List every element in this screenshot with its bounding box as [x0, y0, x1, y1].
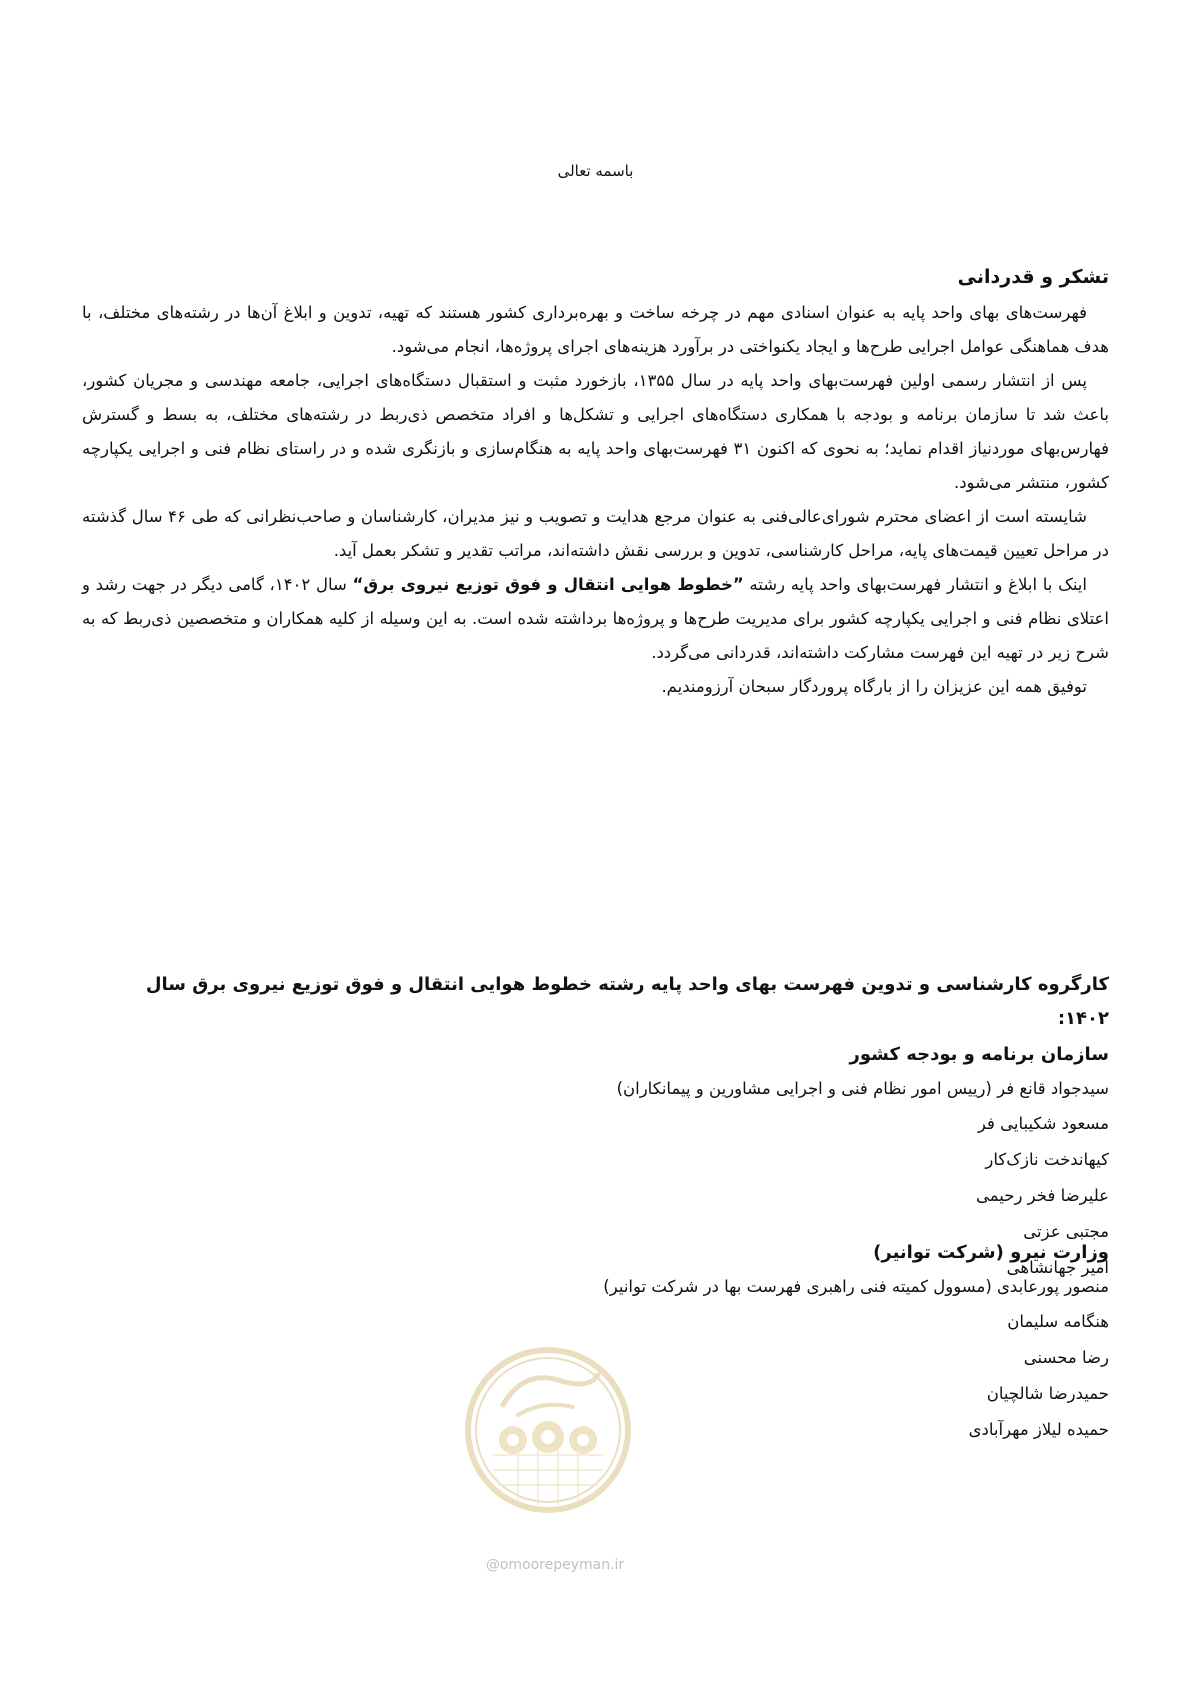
watermark-url: @omoorepeyman.ir [485, 1557, 625, 1573]
member-name: امیر جهانشاهی [1006, 1258, 1109, 1277]
paragraph-2: پس از انتشار رسمی اولین فهرست‌بهای واحد پایه در سال ۱۳۵۵، بازخورد مثبت و استقبال دستگاه‌های اجرایی، جامعه مهندسی و مجریان کشور، باعث شد تا سازمان برنامه و بودجه با همکاری دستگاه‌های اجرایی و تشکل‌ها و افراد متخصص ذی‌ربط در رشته‌های مختلف، به بسط و گسترش فهارس‌بهای موردنیاز اقدام نماید؛ به نحوی که اکنون ۳۱ فهرست‌بهای واحد پایه به هنگام‌سازی و بازنگری شده و در راستای نظام فنی و اجرایی یکپارچه کشور، منتشر می‌شود. [82, 371, 1109, 492]
section-title: تشکر و قدردانی [957, 266, 1109, 288]
closing-sentence: توفیق همه این عزیزان را از بارگاه پروردگار سبحان آرزومندیم. [661, 677, 1087, 696]
member-name: مسعود شکیبایی فر [977, 1114, 1109, 1133]
page-header: باسمه تعالی [557, 162, 634, 180]
field-title-bold: ”خطوط هوایی انتقال و فوق توزیع نیروی برق“ [352, 575, 744, 594]
member-name: هنگامه سلیمان [1007, 1312, 1109, 1331]
member-name: کیهاندخت نازک‌کار [985, 1150, 1109, 1169]
watermark-logo [463, 1345, 633, 1515]
acknowledgement-section [82, 262, 1109, 704]
paragraph-4-end: سال ۱۴۰۲، گامی دیگر در جهت رشد و اعتلای نظام فنی و اجرایی یکپارچه کشور برای مدیریت طرح‌ها و پروژه‌ها برداشته شده است. به این وسیله از کلیه همکاران و متخصصین ذی‌ربط که به شرح زیر در تهیه این فهرست مشارکت داشته‌اند، قدردانی می‌گردد. [82, 575, 1109, 662]
member-name: حمیدرضا شالچیان [986, 1384, 1109, 1403]
org-ministry-energy: وزارت نیرو (شرکت توانیر) [873, 1242, 1109, 1263]
paragraph-4 [82, 568, 1109, 670]
member-name: سیدجواد قانع فر (رییس امور نظام فنی و اجرایی مشاورین و پیمانکاران) [616, 1079, 1109, 1098]
org-plan-budget: سازمان برنامه و بودجه کشور [849, 1044, 1109, 1065]
team-heading: کارگروه کارشناسی و تدوین فهرست بهای واحد پایه رشته خطوط هوایی انتقال و فوق توزیع نیروی برق سال ۱۴۰۲: [145, 974, 1109, 1029]
member-name: منصور پورعابدی (مسوول کمیته فنی راهبری فهرست بها در شرکت توانیر) [603, 1277, 1109, 1296]
member-name: حمیده لیلاز مهرآبادی [968, 1420, 1109, 1439]
member-name: علیرضا فخر رحیمی [976, 1186, 1109, 1205]
paragraph-1: فهرست‌های بهای واحد پایه به عنوان اسنادی مهم در چرخه ساخت و بهره‌برداری کشور هستند که تهیه، تدوین و ابلاغ آن‌ها در رشته‌های مختلف، با هدف هماهنگی عوامل اجرایی طرح‌ها و ایجاد یکنواختی در برآورد هزینه‌های اجرای پروژه‌ها، انجام می‌شود. [82, 303, 1109, 356]
member-name: رضا محسنی [1023, 1348, 1109, 1367]
paragraph-4-start: اینک با ابلاغ و انتشار فهرست‌بهای واحد پایه رشته [743, 575, 1087, 594]
member-name: مجتبی عزتی [1023, 1222, 1109, 1241]
paragraph-3: شایسته است از اعضای محترم شورای‌عالی‌فنی به عنوان مرجع هدایت و تصویب و نیز مدیران، کارشناسان و صاحب‌نظرانی که طی ۴۶ سال گذشته در مراحل تعیین قیمت‌های پایه، مراحل کارشناسی، تدوین و بررسی نقش داشته‌اند، مراتب تقدیر و تشکر بعمل آید. [82, 507, 1109, 560]
